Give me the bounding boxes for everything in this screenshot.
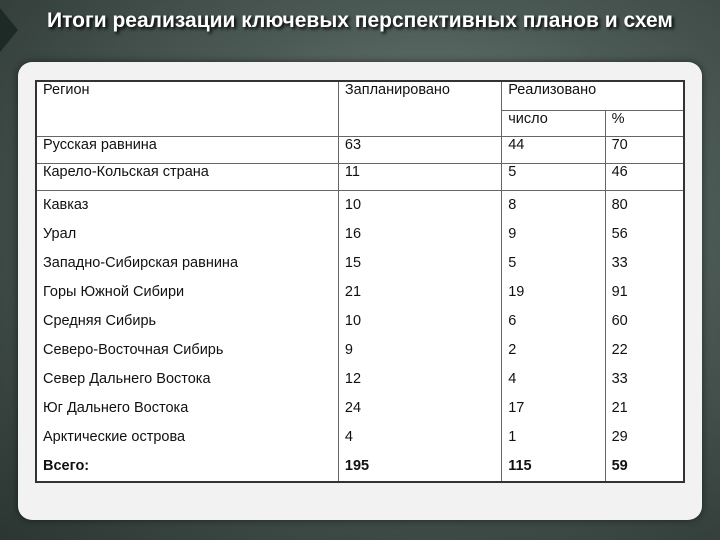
- cell-total-label: Всего:: [43, 458, 90, 474]
- cell-percent: 70: [605, 137, 684, 164]
- cell-region: Арктические острова: [43, 429, 186, 445]
- group-planned-column: [338, 191, 501, 483]
- cell-count: 17: [508, 400, 525, 416]
- cell-planned: 11: [338, 164, 501, 191]
- cell-count: 8: [508, 197, 517, 213]
- cell-region: Урал: [43, 226, 77, 242]
- header-count: число: [502, 111, 605, 137]
- cell-planned: 15: [344, 255, 362, 271]
- table-row: [36, 164, 684, 191]
- cell-planned: 24: [344, 400, 362, 416]
- cell-planned: 10: [344, 197, 362, 213]
- cell-count: 9: [508, 226, 517, 242]
- header-region: Регион: [36, 81, 338, 137]
- header-realized: Реализовано: [502, 81, 684, 111]
- cell-count: 5: [502, 164, 605, 191]
- cell-count: 19: [508, 284, 525, 300]
- cell-region: Кавказ: [43, 197, 89, 213]
- cell-count: 6: [508, 313, 517, 329]
- cell-planned: 4: [344, 429, 353, 445]
- cell-region: Западно-Сибирская равнина: [43, 255, 239, 271]
- header-percent: %: [605, 111, 684, 137]
- cell-count: 5: [508, 255, 517, 271]
- cell-percent: 56: [611, 226, 628, 242]
- group-region-column: [36, 191, 338, 483]
- cell-region: Карело-Кольская страна: [36, 164, 338, 191]
- decorative-triangle: [0, 8, 18, 52]
- group-percent-column: [605, 191, 684, 483]
- cell-region: Средняя Сибирь: [43, 313, 157, 329]
- table-row: [36, 137, 684, 164]
- cell-planned: 16: [344, 226, 362, 242]
- slide-title: Итоги реализации ключевых перспективных планов и схем: [47, 9, 673, 32]
- cell-count: 2: [508, 342, 517, 358]
- cell-count: 44: [502, 137, 605, 164]
- cell-planned: 63: [338, 137, 501, 164]
- cell-planned: 21: [344, 284, 362, 300]
- header-planned: Запланировано: [338, 81, 501, 137]
- results-table: [35, 80, 685, 483]
- cell-percent: 60: [611, 313, 628, 329]
- cell-percent: 29: [611, 429, 628, 445]
- cell-percent: 33: [611, 371, 628, 387]
- cell-total-percent: 59: [611, 458, 628, 474]
- cell-count: 1: [508, 429, 517, 445]
- table-header-row: [36, 81, 684, 111]
- cell-region: Русская равнина: [36, 137, 338, 164]
- cell-total-count: 115: [508, 458, 532, 474]
- group-count-column: [502, 191, 605, 483]
- cell-total-planned: 195: [344, 458, 370, 474]
- cell-percent: 33: [611, 255, 628, 271]
- cell-percent: 46: [605, 164, 684, 191]
- cell-count: 4: [508, 371, 517, 387]
- cell-percent: 22: [611, 342, 628, 358]
- cell-planned: 12: [344, 371, 362, 387]
- cell-region: Северо-Восточная Сибирь: [43, 342, 224, 358]
- cell-planned: 9: [344, 342, 353, 358]
- cell-region: Горы Южной Сибири: [43, 284, 185, 300]
- cell-region: Север Дальнего Востока: [43, 371, 211, 387]
- cell-planned: 10: [344, 313, 362, 329]
- table-group-row: [36, 191, 684, 483]
- cell-region: Юг Дальнего Востока: [43, 400, 189, 416]
- cell-percent: 21: [611, 400, 628, 416]
- cell-percent: 80: [611, 197, 628, 213]
- cell-percent: 91: [611, 284, 628, 300]
